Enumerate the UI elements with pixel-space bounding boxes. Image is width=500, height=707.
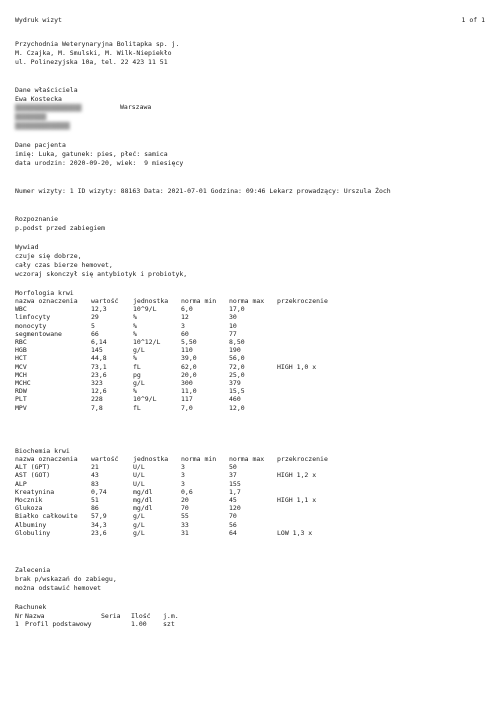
table-row-cell: 7,8 — [91, 403, 103, 412]
table-row-cell — [101, 620, 131, 628]
table-row-cell: 55 — [181, 512, 189, 521]
table-header-row — [15, 297, 357, 305]
document-title: Wydruk wizyt — [15, 16, 62, 24]
table-row — [15, 346, 357, 354]
table-row-cell: 190 — [229, 346, 241, 355]
table-row-cell: 23,6 — [91, 528, 107, 537]
table-row — [15, 471, 357, 479]
table-row — [15, 620, 193, 628]
table-row-cell: fL — [133, 362, 141, 371]
owner-name: Ewa Kostecka — [15, 95, 62, 103]
table-header-row-cell: nazwa oznaczenia — [15, 455, 78, 463]
table-row-cell: 117 — [181, 395, 193, 404]
table-row-cell — [277, 463, 357, 471]
table-row-cell: 45 — [229, 496, 237, 505]
table-row — [15, 496, 357, 504]
table-row-cell: 43 — [91, 471, 99, 480]
table-row-cell: g/L — [133, 520, 145, 529]
table-row-cell: 34,3 — [91, 520, 107, 529]
table-row-cell: 323 — [91, 379, 103, 388]
morphology-table — [15, 297, 357, 412]
table-row-cell: 17,0 — [229, 305, 245, 314]
interview-line: wczoraj skonczył się antybiotyk i probiotyk, — [15, 270, 188, 278]
table-row-cell: 30 — [229, 313, 237, 322]
table-row-cell: 5 — [91, 321, 95, 330]
table-row-cell: 21 — [91, 463, 99, 472]
owner-heading: Dane właściciela — [15, 86, 78, 94]
clinic-name: Przychodnia Weterynaryjna Bolitapka sp. j. — [15, 40, 180, 48]
table-row-cell: 56 — [229, 520, 237, 529]
table-header-row-cell: przekroczenie — [277, 455, 328, 463]
table-row-cell: ALP — [15, 479, 27, 488]
table-row-cell: Albuminy — [15, 520, 47, 529]
bill-heading: Rachunek — [15, 603, 47, 611]
table-row-cell: mg/dl — [133, 496, 153, 505]
table-row-cell: 379 — [229, 379, 241, 388]
table-row-cell: 77 — [229, 329, 237, 338]
table-row-cell: 29 — [91, 313, 99, 322]
table-row-cell: 12,6 — [91, 387, 107, 396]
table-header-row-cell: norma max — [229, 455, 265, 463]
table-row-cell: AST (GOT) — [15, 471, 51, 480]
table-row-cell: RDW — [15, 387, 27, 396]
table-header-row-cell: norma max — [229, 297, 265, 305]
table-row-cell — [277, 521, 357, 529]
table-row-cell: 3 — [181, 463, 185, 472]
table-row-cell: g/L — [133, 379, 145, 388]
patient-details: imię: Luka, gatunek: pies, płeć: samica — [15, 150, 168, 158]
table-header-row-cell: norma min — [181, 297, 217, 305]
table-row-cell: 7,0 — [181, 403, 193, 412]
table-row-cell: ALT (GPT) — [15, 463, 51, 472]
table-row-cell — [277, 338, 357, 346]
table-row-cell: 3 — [181, 479, 185, 488]
owner-email-redacted: ██████████████ — [15, 122, 70, 130]
table-row-cell: 10^9/L — [133, 305, 157, 314]
table-row-cell: 57,9 — [91, 512, 107, 521]
table-row-cell: RBC — [15, 338, 27, 347]
table-header-row-cell: j.m. — [163, 612, 179, 620]
table-row-cell: HCT — [15, 354, 27, 363]
patient-heading: Dane pacjenta — [15, 141, 66, 149]
table-row-cell — [277, 504, 357, 512]
table-row-cell: 0,74 — [91, 487, 107, 496]
table-row — [15, 488, 357, 496]
table-row-cell: 3 — [181, 471, 185, 480]
table-row-cell: 20 — [181, 496, 189, 505]
table-row-cell: 70 — [229, 512, 237, 521]
table-row-cell: 31 — [181, 528, 189, 537]
table-row-cell: 70 — [181, 504, 189, 513]
table-row-cell: 60 — [181, 329, 189, 338]
table-row-cell: 72,0 — [229, 362, 245, 371]
table-row-cell: mg/dl — [133, 487, 153, 496]
table-row-cell: 3 — [181, 321, 185, 330]
table-row-cell: Glukoza — [15, 504, 43, 513]
table-row-cell: 33 — [181, 520, 189, 529]
table-row — [15, 529, 357, 537]
table-row-cell: 56,0 — [229, 354, 245, 363]
table-row — [15, 480, 357, 488]
table-row-cell: 83 — [91, 479, 99, 488]
table-row-cell — [277, 313, 357, 321]
table-row-cell: 44,8 — [91, 354, 107, 363]
clinic-address: ul. Polinezyjska 10a, tel. 22 423 11 51 — [15, 58, 168, 66]
table-row-cell: 145 — [91, 346, 103, 355]
table-row-cell: 155 — [229, 479, 241, 488]
table-row — [15, 504, 357, 512]
table-header-row-cell: Ilość — [131, 612, 151, 620]
table-row-cell: 25,0 — [229, 370, 245, 379]
table-row-cell: U/L — [133, 471, 145, 480]
table-row-cell: % — [133, 354, 137, 363]
table-row-cell — [277, 404, 357, 412]
table-header-row-cell: przekroczenie — [277, 297, 328, 305]
table-row-cell: 10^9/L — [133, 395, 157, 404]
table-row-cell: MPV — [15, 403, 27, 412]
table-header-row — [15, 455, 357, 463]
table-row-cell: % — [133, 329, 137, 338]
table-row-cell: U/L — [133, 479, 145, 488]
table-row-cell — [277, 330, 357, 338]
table-row-cell: 460 — [229, 395, 241, 404]
owner-city: Warszawa — [120, 103, 152, 111]
table-header-row-cell: norma min — [181, 455, 217, 463]
table-header-row-cell: Seria — [101, 612, 121, 620]
table-row-cell: 10^12/L — [133, 338, 161, 347]
table-row — [15, 521, 357, 529]
table-header-row-cell: nazwa oznaczenia — [15, 297, 78, 305]
table-row-cell: 73,1 — [91, 362, 107, 371]
table-row-cell: Globuliny — [15, 528, 51, 537]
table-row — [15, 371, 357, 379]
table-row-cell — [277, 512, 357, 520]
diagnosis-text: p.podst przed zabiegiem — [15, 224, 106, 232]
interview-line: czuje się dobrze, — [15, 252, 82, 260]
table-row-cell: WBC — [15, 305, 27, 314]
table-row-cell: 11,0 — [181, 387, 197, 396]
table-row — [15, 354, 357, 362]
table-row-cell: 50 — [229, 463, 237, 472]
table-row-cell: % — [133, 321, 137, 330]
table-row-cell: 300 — [181, 379, 193, 388]
table-row-cell: 0,6 — [181, 487, 193, 496]
table-row-cell: % — [133, 387, 137, 396]
table-row-cell: 12,3 — [91, 305, 107, 314]
table-row-cell: 120 — [229, 504, 241, 513]
table-row-cell: 62,0 — [181, 362, 197, 371]
recommendations-heading: Zalecenia — [15, 566, 51, 574]
table-row-cell: 12,0 — [229, 403, 245, 412]
table-header-row-cell: jednostka — [133, 297, 169, 305]
table-row-cell: 1,7 — [229, 487, 241, 496]
table-header-row-cell: wartość — [91, 297, 119, 305]
table-row-cell: MCH — [15, 370, 27, 379]
table-row-cell: U/L — [133, 463, 145, 472]
table-row-cell: 228 — [91, 395, 103, 404]
table-row-cell — [277, 387, 357, 395]
table-row-cell — [277, 379, 357, 387]
recommendation-line: można odstawić hemovet — [15, 584, 102, 592]
table-row-cell — [277, 371, 357, 379]
table-row-cell: szt — [163, 620, 175, 629]
table-row-cell: 86 — [91, 504, 99, 513]
table-row-cell: g/L — [133, 346, 145, 355]
table-row-cell: LOW 1,3 x — [277, 528, 313, 537]
table-row-cell — [277, 395, 357, 403]
table-row-cell: pg — [133, 370, 141, 379]
table-row-cell: MCV — [15, 362, 27, 371]
table-row — [15, 387, 357, 395]
table-row-cell — [277, 354, 357, 362]
table-row-cell: Białko całkowite — [15, 512, 78, 521]
table-header-row-cell: jednostka — [133, 455, 169, 463]
table-row-cell: 6,14 — [91, 338, 107, 347]
table-row-cell: Profil podstawowy — [25, 620, 92, 629]
table-header-row — [15, 612, 193, 620]
table-row-cell: 15,5 — [229, 387, 245, 396]
table-row-cell: limfocyty — [15, 313, 51, 322]
table-row-cell: 110 — [181, 346, 193, 355]
table-row — [15, 512, 357, 520]
morphology-heading: Morfologia krwi — [15, 289, 74, 297]
table-row-cell: HGB — [15, 346, 27, 355]
table-row-cell: fL — [133, 403, 141, 412]
table-row-cell: 10 — [229, 321, 237, 330]
table-row-cell: 37 — [229, 471, 237, 480]
biochemistry-heading: Biochemia krwi — [15, 447, 70, 455]
table-row-cell: PLT — [15, 395, 27, 404]
table-row-cell: 1 — [15, 620, 19, 629]
table-row-cell: 64 — [229, 528, 237, 537]
table-row — [15, 363, 357, 371]
table-row-cell: 8,50 — [229, 338, 245, 347]
interview-line: cały czas bierze hemovet, — [15, 261, 113, 269]
table-row — [15, 404, 357, 412]
table-row-cell — [277, 305, 357, 313]
table-header-row-cell: Nr — [15, 612, 23, 620]
table-row-cell — [277, 480, 357, 488]
interview-heading: Wywiad — [15, 243, 39, 251]
table-row-cell: monocyty — [15, 321, 47, 330]
table-row-cell: HIGH 1,1 x — [277, 496, 317, 505]
recommendation-line: brak p/wskazań do zabiegu, — [15, 575, 117, 583]
table-row-cell: % — [133, 313, 137, 322]
clinic-owners: M. Czajka, M. Smulski, M. Wilk-Niepiekło — [15, 49, 172, 57]
table-row-cell: mg/dl — [133, 504, 153, 513]
owner-phone-redacted: ████████ — [15, 113, 47, 121]
biochemistry-table — [15, 455, 357, 537]
bill-table — [15, 612, 193, 628]
table-row — [15, 322, 357, 330]
table-row-cell: HIGH 1,2 x — [277, 471, 317, 480]
table-row-cell: 23,6 — [91, 370, 107, 379]
table-row — [15, 395, 357, 403]
table-header-row-cell: wartość — [91, 455, 119, 463]
table-row-cell — [277, 488, 357, 496]
table-row — [15, 330, 357, 338]
table-row — [15, 313, 357, 321]
table-row-cell: 51 — [91, 496, 99, 505]
owner-street-redacted: █████████████████ — [15, 104, 82, 112]
table-row — [15, 379, 357, 387]
patient-birth: data urodzin: 2020-09-20, wiek: 9 miesięcy — [15, 159, 184, 167]
table-row-cell: Kreatynina — [15, 487, 55, 496]
table-row-cell: HIGH 1,0 x — [277, 362, 317, 371]
table-row-cell: g/L — [133, 512, 145, 521]
table-row — [15, 463, 357, 471]
table-row-cell: 1.00 — [131, 620, 147, 629]
page-indicator: 1 of 1 — [461, 16, 485, 24]
table-row-cell: 39,0 — [181, 354, 197, 363]
table-header-row-cell: Nazwa — [25, 612, 45, 620]
diagnosis-heading: Rozpoznanie — [15, 215, 59, 223]
visit-info: Numer wizyty: 1 ID wizyty: 88163 Data: 2021-07-01 Godzina: 09:46 Lekarz prowadzący: Urszula Żoch — [15, 187, 391, 195]
table-row-cell: 12 — [181, 313, 189, 322]
table-row-cell: g/L — [133, 528, 145, 537]
table-row-cell: Mocznik — [15, 496, 43, 505]
table-row-cell: MCHC — [15, 379, 31, 388]
table-row-cell: 66 — [91, 329, 99, 338]
table-row — [15, 338, 357, 346]
table-row-cell — [277, 346, 357, 354]
table-row-cell: 20,0 — [181, 370, 197, 379]
table-row-cell: segmentowane — [15, 329, 62, 338]
table-row-cell: 5,50 — [181, 338, 197, 347]
table-row-cell — [277, 322, 357, 330]
table-row-cell: 6,0 — [181, 305, 193, 314]
table-row — [15, 305, 357, 313]
